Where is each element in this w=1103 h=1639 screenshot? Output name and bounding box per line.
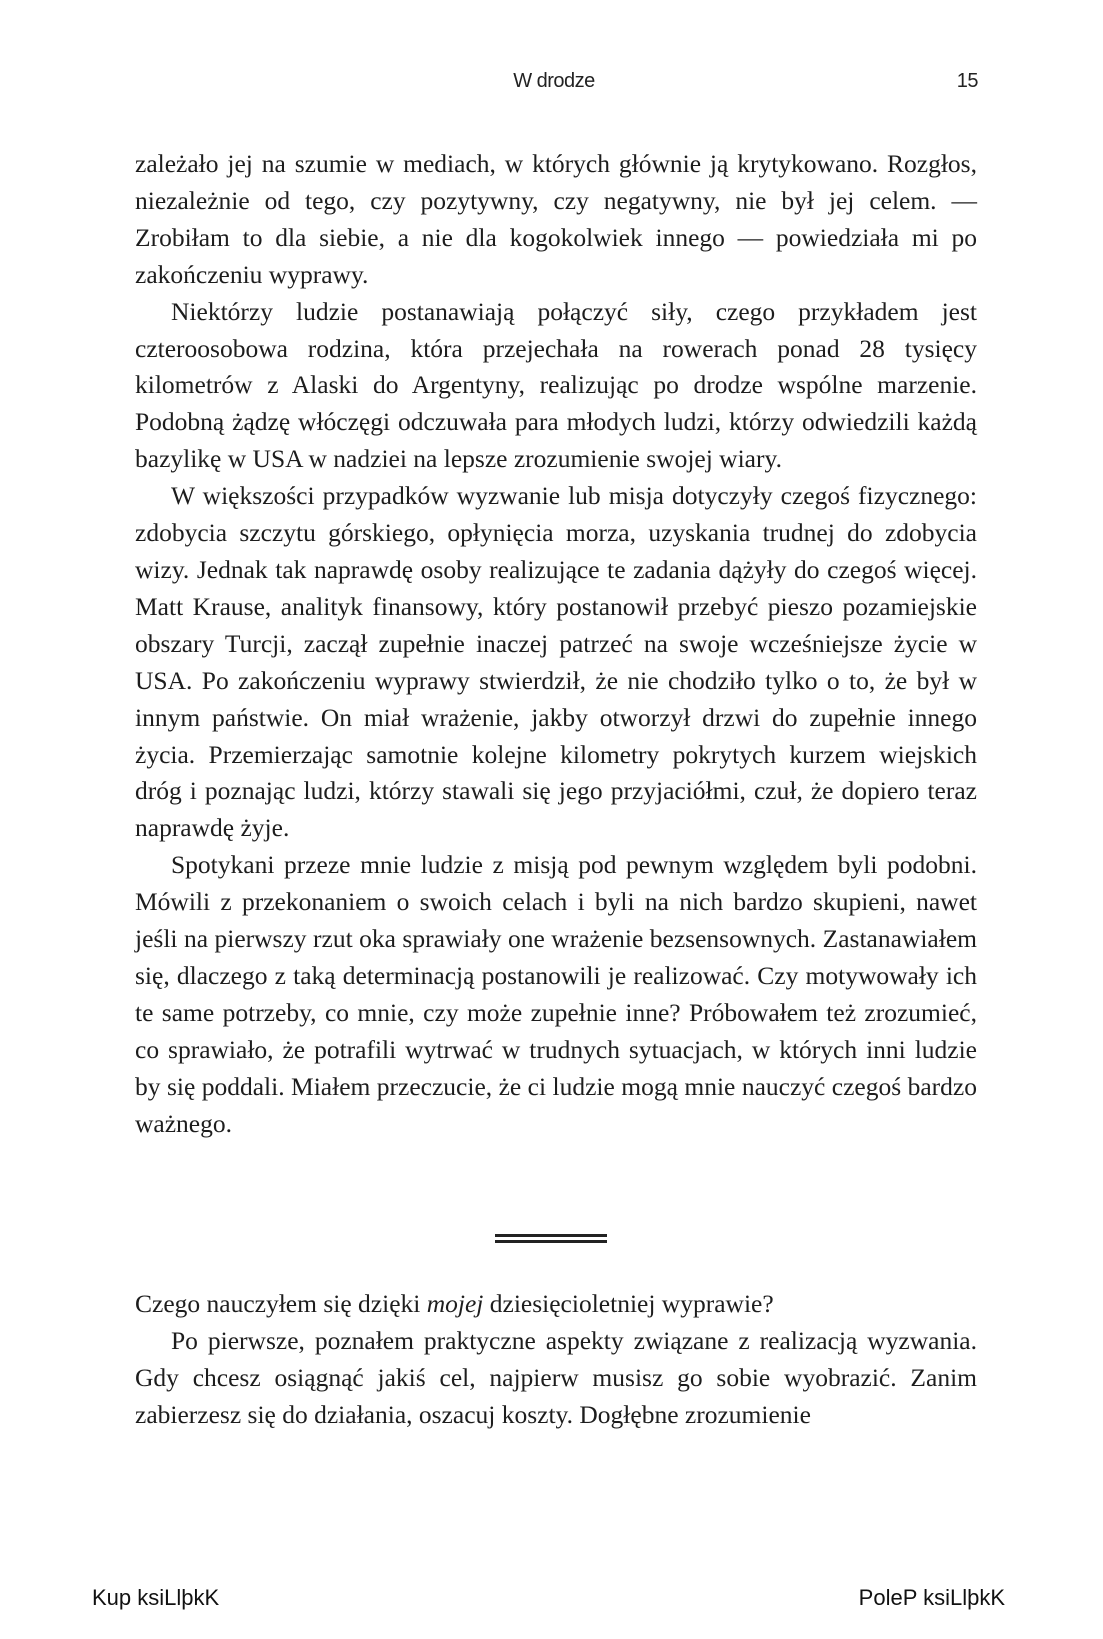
- recommend-book-link[interactable]: PoleP ksiLlþkK: [858, 1585, 1005, 1610]
- buy-book-link[interactable]: Kup ksiLlþkK: [92, 1585, 220, 1610]
- paragraph: Niektórzy ludzie postanawiają połączyć siły, czego przykładem jest czteroosobowa rodzina, która przejechała na rowerach ponad 28 tysięcy kilometrów z Alaski do Argentyny, realizując po drodze wspólne marzenie. Podobną żądzę włóczęgi odczuwała para młodych ludzi, którzy odwiedzili każdą bazylikę w USA w nadziei na lepsze zrozumienie swojej wiary.: [135, 296, 977, 474]
- paragraph: zależało jej na szumie w mediach, w których głównie ją krytykowano. Rozgłos, niezależnie od tego, czy pozytywny, czy negatywny, nie był jej celem. — Zrobiłam to dla siebie, a nie dla kogokolwiek innego — powiedziała mi po zakończeniu wyprawy.: [135, 149, 977, 289]
- separator-rule: [495, 1234, 607, 1237]
- paragraph: Spotykani przeze mnie ludzie z misją pod pewnym względem byli podobni. Mówili z przekonaniem o swoich celach i byli na nich bardzo skupieni, nawet jeśli na pierwszy rzut oka sprawiały one wrażenie bezsensownych. Zastanawiałem się, dlaczego z taką determinacją postanowili je realizować. Czy motywowały ich te same potrzeby, co mnie, czy może zupełnie inne? Próbowałem też zrozumieć, co sprawiało, że potrafili wytrwać w trudnych sytuacjach, w których inni ludzie by się poddali. Miałem przeczucie, że ci ludzie mogą mnie nauczyć czegoś bardzo ważnego.: [135, 850, 977, 1138]
- paragraph: W większości przypadków wyzwanie lub misja dotyczyły czegoś fizycznego: zdobycia szczytu górskiego, opłynięcia morza, uzyskania trudnej do zdobycia wizy. Jednak tak naprawdę osoby realizujące te zadania dążyły do czegoś więcej. Matt Krause, analityk finansowy, który postanowił przebyć pieszo pozamiejskie obszary Turcji, zaczął zupełnie inaczej patrzeć na swoje wcześniejsze życie w USA. Po zakończeniu wyprawy stwierdził, że nie chodziło tylko o to, że był w innym państwie. On miał wrażenie, jakby otworzył drzwi do zupełnie innego życia. Przemierzając samotnie kolejne kilometry pokrytych kurzem wiejskich dróg i poznając ludzi, którzy stawali się jego przyjaciółmi, czuł, że dopiero teraz naprawdę żyje.: [135, 481, 977, 843]
- page-number: 15: [956, 70, 978, 92]
- section-separator: [495, 1234, 607, 1244]
- question-text: Czego nauczyłem się dzięki: [135, 1289, 427, 1318]
- body-text-block: [135, 146, 977, 1142]
- running-title: W drodze: [513, 70, 595, 92]
- question-text: dziesięcioletniej wyprawie?: [483, 1289, 774, 1318]
- running-head: [130, 70, 978, 100]
- body-text-block: [135, 1286, 977, 1434]
- section-question: [135, 1286, 977, 1323]
- question-emphasis: mojej: [426, 1289, 484, 1318]
- separator-rule: [495, 1240, 607, 1243]
- paragraph: Po pierwsze, poznałem praktyczne aspekty związane z realizacją wyzwania. Gdy chcesz osiągnąć jakiś cel, najpierw musisz go sobie wyobrazić. Zanim zabierzesz się do działania, oszacuj koszty. Dogłębne zrozumienie: [135, 1325, 977, 1429]
